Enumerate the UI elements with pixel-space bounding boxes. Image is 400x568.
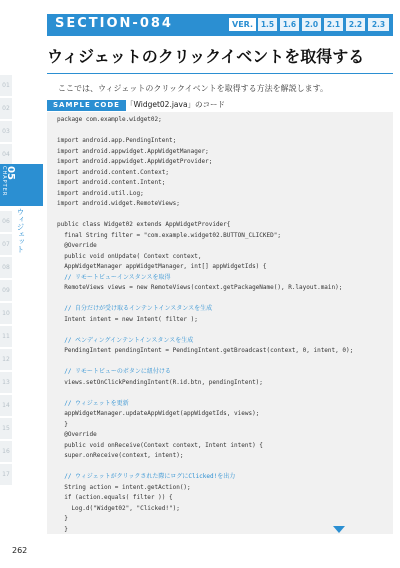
sample-code-label: SAMPLE CODE (47, 100, 126, 111)
title-divider (47, 73, 393, 74)
code-line: views.setOnClickPendingIntent(R.id.btn, pendingIntent); (57, 378, 263, 386)
chapter-tab: 02 (0, 97, 12, 119)
code-line (57, 126, 353, 137)
code-line: } (57, 515, 68, 522)
chapter-label: CHAPTER (1, 166, 7, 197)
chapter-tab: 03 (0, 120, 12, 142)
version-list (258, 18, 389, 31)
chapter-tab: 12 (0, 348, 12, 370)
code-comment-line: // リモートビューインスタンスを取得 (57, 273, 171, 281)
chapter-tab: 04 (0, 143, 12, 165)
code-line: } (57, 525, 68, 533)
code-line: import android.content.Intent; (57, 179, 166, 186)
code-line: import android.content.Context; (57, 168, 169, 176)
chapter-tab: 15 (0, 417, 12, 439)
chapter-tab: 06 (0, 210, 12, 232)
code-line: public void onUpdate( Context context, (57, 252, 202, 260)
code-line: Intent intent = new Intent( filter ); (57, 315, 198, 323)
code-line (57, 325, 353, 336)
code-comment-line: // 自分だけが受け取るインテントインスタンスを生成 (57, 305, 213, 312)
code-line: public class Widget02 extends AppWidgetProvider{ (57, 221, 231, 228)
chapter-tab: 11 (0, 325, 12, 347)
code-comment-line: // ウィジェットを更新 (57, 399, 129, 407)
version-label: VER. (229, 18, 256, 31)
code-line (57, 388, 353, 399)
code-line: @Override (57, 242, 97, 249)
code-line: final String filter = "com.example.widget02.BUTTON_CLICKED"; (57, 231, 281, 239)
code-line: import android.appwidget.AppWidgetProvider; (57, 158, 213, 165)
code-line: @Override (57, 431, 97, 438)
code-line: AppWidgetManager appWidgetManager, int[] appWidgetIds) { (57, 263, 267, 270)
section-number: SECTION-084 (55, 16, 173, 31)
code-line (57, 357, 353, 368)
version-badge: 1.5 (258, 18, 277, 31)
code-line: import android.util.Log; (57, 189, 144, 197)
chapter-tab: 01 (0, 74, 12, 96)
code-line (57, 210, 353, 221)
chapter-tab: 08 (0, 256, 12, 278)
chapter-number: 05 (5, 166, 16, 180)
code-line: super.onReceive(context, intent); (57, 452, 184, 459)
code-line: } (57, 420, 68, 428)
page-number: 262 (12, 546, 28, 555)
chapter-tab: 13 (0, 371, 12, 393)
code-line: public void onReceive(Context context, Intent intent) { (57, 441, 263, 449)
continue-arrow-icon (333, 526, 345, 533)
code-comment-line: // ウィジェットがクリックされた際にログにClicked!を出力 (57, 473, 236, 480)
section-header (47, 14, 393, 36)
code-line (57, 294, 353, 305)
code-line: PendingIntent pendingIntent = PendingIntent.getBroadcast(context, 0, intent, 0); (57, 347, 354, 354)
code-line: import android.widget.RemoteViews; (57, 200, 180, 207)
code-line: if (action.equals( filter )) { (57, 494, 173, 501)
code-comment-line: // リモートビューのボタンに紐付ける (57, 368, 171, 375)
version-badge: 1.6 (280, 18, 299, 31)
code-line: package com.example.widget02; (57, 116, 162, 123)
intro-text: ここでは、ウィジェットのクリックイベントを取得する方法を解説します。 (58, 84, 328, 93)
sample-code-caption: 「Widget02.java」のコード (126, 100, 226, 109)
code-comment-line: // ペンディングインテントインスタンスを生成 (57, 336, 194, 344)
current-chapter-tab (0, 164, 43, 206)
code-line: appWidgetManager.updateAppWidget(appWidgetIds, views); (57, 410, 260, 417)
code-line: String action = intent.getAction(); (57, 483, 191, 491)
version-badge: 2.1 (324, 18, 343, 31)
page-title: ウィジェットのクリックイベントを取得する (47, 47, 365, 66)
chapter-tab: 14 (0, 394, 12, 416)
code-listing (57, 115, 353, 535)
chapter-name: ウィジェット (16, 208, 25, 253)
code-line: RemoteViews views = new RemoteViews(context.getPackageName(), R.layout.main); (57, 284, 343, 291)
chapter-tab: 16 (0, 440, 12, 462)
code-block (47, 112, 393, 534)
code-line: Log.d("Widget02", "Clicked!"); (57, 504, 180, 512)
chapter-tab: 10 (0, 302, 12, 324)
version-badge: 2.3 (368, 18, 389, 31)
code-line: import android.app.PendingIntent; (57, 137, 177, 144)
code-line (57, 462, 353, 473)
code-line: import android.appwidget.AppWidgetManager; (57, 147, 209, 155)
chapter-tab: 07 (0, 233, 12, 255)
version-badge: 2.0 (302, 18, 321, 31)
chapter-tab: 09 (0, 279, 12, 301)
chapter-tab: 17 (0, 463, 12, 485)
version-badge: 2.2 (346, 18, 365, 31)
